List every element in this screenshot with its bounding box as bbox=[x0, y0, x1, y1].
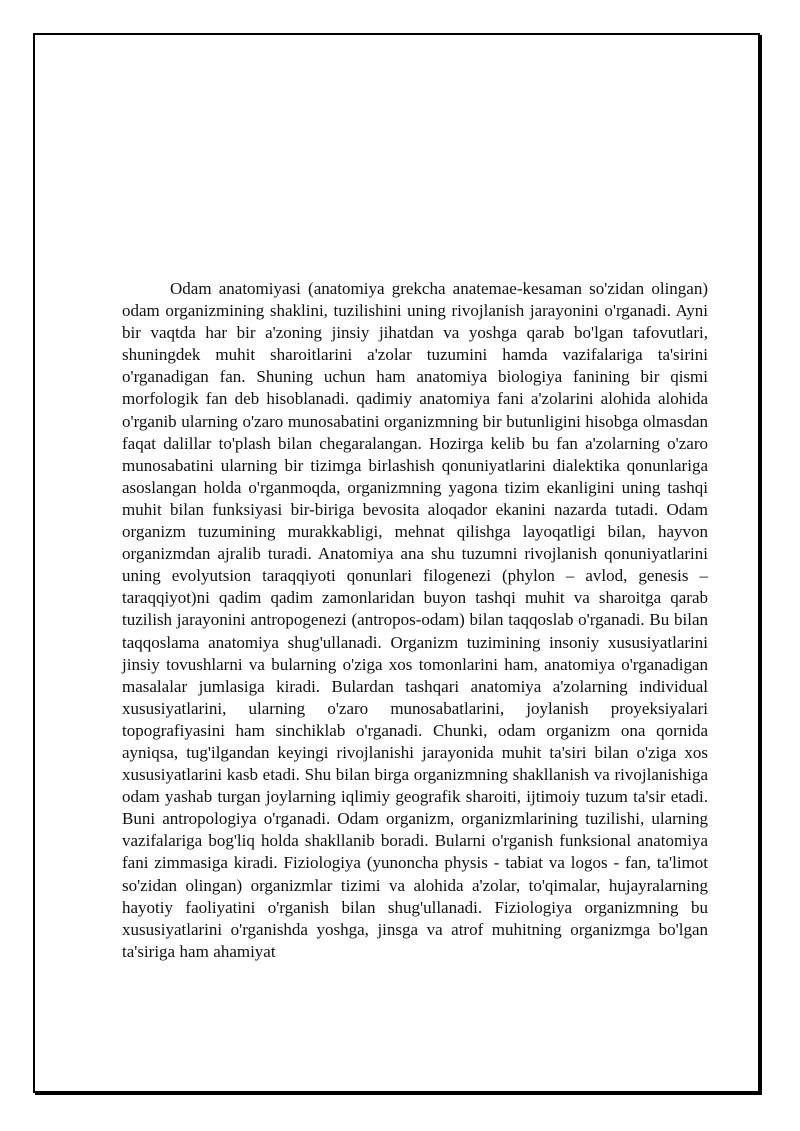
body-paragraph: Odam anatomiyasi (anatomiya grekcha anatemae-kesaman so'zidan olingan) odam organizmining shaklini, tuzilishini uning rivojlanish jarayonini o'rganadi. Ayni bir vaqtda har bir a'zoning jinsiy jihatdan va yoshga qarab bo'lgan tafovutlari, shuningdek muhit sharoitlarini a'zolar tuzumini hamda vazifalariga ta'sirini o'rganadigan fan. Shuning uchun ham anatomiya biologiya fanining bir qismi morfologik fan deb hisoblanadi. qadimiy anatomiya fani a'zolarini alohida alohida o'rganib ularning o'zaro munosabatini organizmning bir butunligini hisobga olmasdan faqat dalillar to'plash bilan chegaralangan. Hozirga kelib bu fan a'zolarning o'zaro munosabatini ularning bir tizimga birlashish qonuniyatlarini dialektika qonunlariga asoslangan holda o'rganmoqda, organizmning yagona tizim ekanligini uning tashqi muhit bilan funksiyasi bir-biriga bevosita aloqador ekanini nazarda tutadi. Odam organizm tuzumining murakkabligi, mehnat qilishga layoqatligi bilan, hayvon organizmdan ajralib turadi. Anatomiya ana shu tuzumni rivojlanish qonuniyatlarini uning evolyutsion taraqqiyoti qonunlari filogenezi (phylon – avlod, genesis – taraqqiyot)ni qadim qadim zamonlaridan buyon tashqi muhit va sharoitga qarab tuzilish jarayonini antropogenezi (antropos-odam) bilan taqqoslab o'rganadi. Bu bilan taqqoslama anatomiya shug'ullanadi. Organizm tuzimining insoniy xususiyatlarini jinsiy tovushlarni va bularning o'ziga xos tomonlarini ham, anatomiya o'rganadigan masalalar jumlasiga kiradi. Bulardan tashqari anatomiya a'zolarning individual xususiyatlarini, ularning o'zaro munosabatlarini, joylanish proyeksiyalari topografiyasini ham sinchiklab o'rganadi. Chunki, odam organizm ona qornida ayniqsa, tug'ilgandan keyingi rivojlanishi jarayonida muhit ta'siri bilan o'ziga xos xususiyatlarini kasb etadi. Shu bilan birga organizmning shakllanish va rivojlanishiga odam yashab turgan joylarning iqlimiy geografik sharoiti, ijtimoiy tuzum ta'sir etadi. Buni antropologiya o'rganadi. Odam organizm, organizmlarining tuzilishi, ularning vazifalariga bog'liq holda shakllanib boradi. Bularni o'rganish funksional anatomiya fani zimmasiga kiradi. Fiziologiya (yunoncha physis - tabiat va logos - fan, ta'limot so'zidan olingan) organizmlar tizimi va alohida a'zolar, to'qimalar, hujayralarning hayotiy faoliyatini o'rganish bilan shug'ullanadi. Fiziologiya organizmning bu xususiyatlarini o'rganishda yoshga, jinsga va atrof muhitning organizmga bo'lgan ta'siriga ham ahamiyat bbox=[122, 279, 708, 961]
